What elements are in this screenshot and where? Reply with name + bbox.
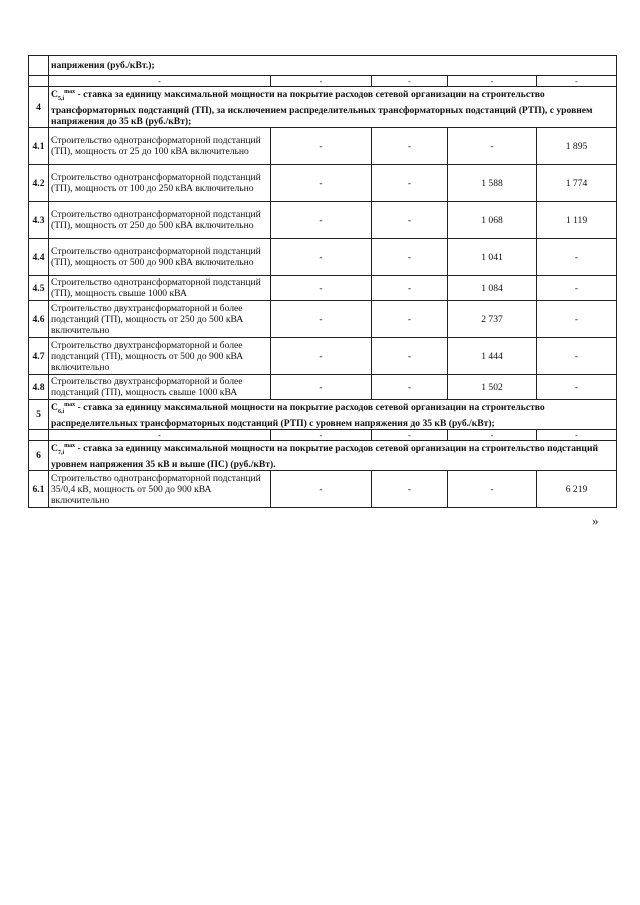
row-description: Строительство однотрансформаторной подстанций (ТП), мощность от 500 до 900 кВА включительно bbox=[49, 239, 271, 276]
row-number: 4.5 bbox=[29, 276, 49, 301]
rate-symbol: $C_{6,i}^{max}$ bbox=[51, 402, 76, 416]
table-row-continuation bbox=[29, 56, 617, 76]
table-row bbox=[29, 276, 617, 301]
cell-num bbox=[29, 430, 49, 441]
section-header-5 bbox=[29, 400, 617, 430]
cell-value: - bbox=[372, 338, 448, 375]
cell-value: - bbox=[271, 430, 372, 441]
table-row-empty bbox=[29, 430, 617, 441]
cell-value: - bbox=[448, 128, 537, 165]
cell-value: 2 737 bbox=[448, 301, 537, 338]
cell-value: - bbox=[271, 338, 372, 375]
cell-value: - bbox=[271, 375, 372, 400]
rate-symbol: $C_{7,i}^{max}$ bbox=[51, 443, 76, 457]
cell-value: - bbox=[448, 471, 537, 508]
cell-value: 1 068 bbox=[448, 202, 537, 239]
cell-value: - bbox=[372, 239, 448, 276]
rate-symbol: $C_{5,i}^{max}$ bbox=[51, 89, 76, 103]
section-header-4 bbox=[29, 87, 617, 128]
row-number: 4.6 bbox=[29, 301, 49, 338]
cell-value: - bbox=[372, 375, 448, 400]
row-number: 4.2 bbox=[29, 165, 49, 202]
cell-value: - bbox=[372, 165, 448, 202]
table-row bbox=[29, 375, 617, 400]
row-number: 6.1 bbox=[29, 471, 49, 508]
continuation-text: напряжения (руб./кВт.); bbox=[49, 56, 617, 76]
closing-quote: » bbox=[592, 513, 599, 528]
section-number: 4 bbox=[29, 87, 49, 128]
section-number: 6 bbox=[29, 441, 49, 471]
section-title: $C_{7,i}^{max}$ - ставка за единицу максимальной мощности на покрытие расходов сетевой организации на строительство подстанций уровнем напряжения 35 кВ и выше (ПС) (руб./кВт). bbox=[49, 441, 617, 471]
row-description: Строительство двухтрансформаторной и более подстанций (ТП), мощность от 500 до 900 кВА включительно bbox=[49, 338, 271, 375]
cell-value: - bbox=[537, 239, 617, 276]
row-description: Строительство однотрансформаторной подстанций (ТП), мощность свыше 1000 кВА bbox=[49, 276, 271, 301]
cell-value: - bbox=[271, 202, 372, 239]
cell-value: - bbox=[372, 76, 448, 87]
cell-value: - bbox=[372, 471, 448, 508]
table-row bbox=[29, 128, 617, 165]
cell-value: 1 774 bbox=[537, 165, 617, 202]
table-row bbox=[29, 202, 617, 239]
cell-value: 1 119 bbox=[537, 202, 617, 239]
row-description: Строительство однотрансформаторной подстанций (ТП), мощность от 25 до 100 кВА включительно bbox=[49, 128, 271, 165]
cell-value: - bbox=[372, 202, 448, 239]
row-description: Строительство однотрансформаторной подстанций 35/0,4 кВ, мощность от 500 до 900 кВА включительно bbox=[49, 471, 271, 508]
cell-value: - bbox=[537, 430, 617, 441]
cell-num bbox=[29, 76, 49, 87]
cell-value: 1 444 bbox=[448, 338, 537, 375]
table-row bbox=[29, 338, 617, 375]
table-row bbox=[29, 471, 617, 508]
row-number: 4.1 bbox=[29, 128, 49, 165]
row-number: 4.8 bbox=[29, 375, 49, 400]
section-header-6 bbox=[29, 441, 617, 471]
cell-value: - bbox=[537, 76, 617, 87]
cell-value: - bbox=[537, 338, 617, 375]
row-number: 4.3 bbox=[29, 202, 49, 239]
row-description: Строительство двухтрансформаторной и более подстанций (ТП), мощность от 250 до 500 кВА включительно bbox=[49, 301, 271, 338]
row-description: Строительство однотрансформаторной подстанций (ТП), мощность от 100 до 250 кВА включительно bbox=[49, 165, 271, 202]
cell-value: - bbox=[372, 128, 448, 165]
cell-value: - bbox=[448, 76, 537, 87]
cell-num bbox=[29, 56, 49, 76]
cell-value: 6 219 bbox=[537, 471, 617, 508]
row-description: Строительство однотрансформаторной подстанций (ТП), мощность от 250 до 500 кВА включительно bbox=[49, 202, 271, 239]
cell-value: 1 502 bbox=[448, 375, 537, 400]
cell-value: 1 895 bbox=[537, 128, 617, 165]
section-title: $C_{6,i}^{max}$ - ставка за единицу максимальной мощности на покрытие расходов сетевой организации на строительство распределительных трансформаторных подстанций (РТП) с уровнем напряжения до 35 кВ (руб./кВт); bbox=[49, 400, 617, 430]
cell-value: - bbox=[537, 301, 617, 338]
cell-value: - bbox=[271, 76, 372, 87]
cell-value: - bbox=[372, 276, 448, 301]
cell-value: - bbox=[271, 239, 372, 276]
cell-value: 1 588 bbox=[448, 165, 537, 202]
cell-value: - bbox=[372, 430, 448, 441]
cell-value: 1 084 bbox=[448, 276, 537, 301]
cell-value: 1 041 bbox=[448, 239, 537, 276]
table-row-empty bbox=[29, 76, 617, 87]
cell-value: - bbox=[271, 301, 372, 338]
row-number: 4.7 bbox=[29, 338, 49, 375]
table-row bbox=[29, 301, 617, 338]
section-title: $C_{5,i}^{max}$ - ставка за единицу максимальной мощности на покрытие расходов сетевой организации на строительство трансформаторных подстанций (ТП), за исключением распределительных трансформаторных подстанций (РТП), с уровнем напряжения до 35 кВ (руб./кВт); bbox=[49, 87, 617, 128]
cell-value: - bbox=[271, 128, 372, 165]
table-row bbox=[29, 165, 617, 202]
cell-value: - bbox=[537, 276, 617, 301]
table-row bbox=[29, 239, 617, 276]
row-number: 4.4 bbox=[29, 239, 49, 276]
cell-value: - bbox=[49, 430, 271, 441]
row-description: Строительство двухтрансформаторной и более подстанций (ТП), мощность свыше 1000 кВА bbox=[49, 375, 271, 400]
cell-value: - bbox=[372, 301, 448, 338]
section-number: 5 bbox=[29, 400, 49, 430]
cell-value: - bbox=[537, 375, 617, 400]
tariff-table bbox=[28, 55, 617, 508]
cell-value: - bbox=[271, 276, 372, 301]
cell-value: - bbox=[448, 430, 537, 441]
cell-value: - bbox=[271, 471, 372, 508]
cell-value: - bbox=[49, 76, 271, 87]
cell-value: - bbox=[271, 165, 372, 202]
